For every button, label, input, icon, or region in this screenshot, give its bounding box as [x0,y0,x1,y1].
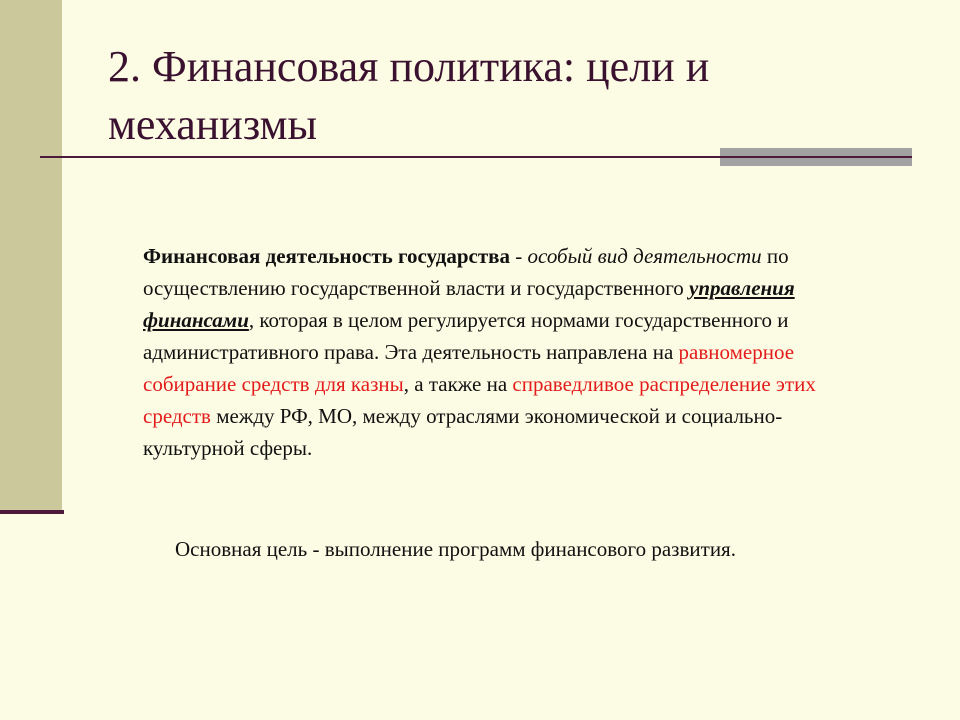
definition-italic: особый вид деятельности [527,244,762,268]
title-divider-accent [720,148,912,166]
definition-text-2: , которая в целом регулируется нормами государственного и административного права. Эта деятельность направлена на [143,308,789,364]
highlight-distribution: справедливое распределение этих средств [143,372,816,428]
highlight-collection: равномерное собирание средств для казны [143,340,795,396]
definition-dash: - [510,244,528,268]
main-goal-text: Основная цель - выполнение программ финансового развития. [175,537,736,561]
definition-text-3: , а также на [403,372,513,396]
definition-term: Финансовая деятельность государства [143,244,511,268]
slide-title: 2. Финансовая политика: цели и механизмы [108,42,710,149]
definition-paragraph [143,240,883,464]
definition-text-1: по осуществлению государственной власти и государственного [143,244,789,300]
left-decorative-bar [0,0,62,510]
left-bar-underline [0,510,64,514]
definition-text-4: между РФ, МО, между отраслями экономической и социально-культурной сферы. [143,404,783,460]
definition-emphasis: управления финансами [143,276,795,332]
